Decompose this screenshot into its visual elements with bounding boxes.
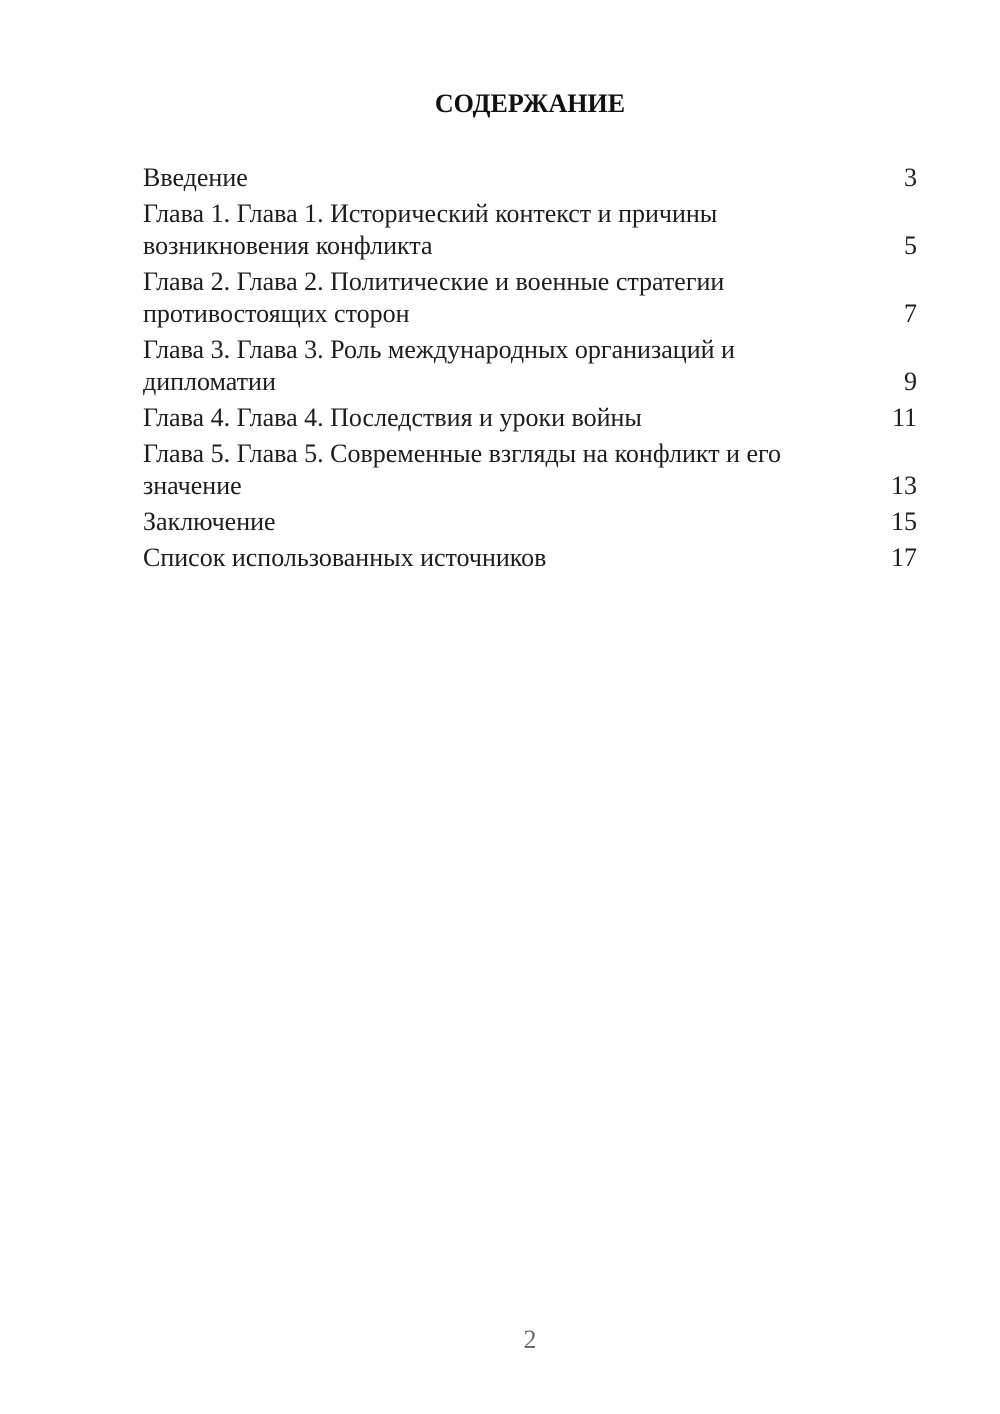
toc-entry [143, 266, 917, 330]
toc-entry-page: 15 [891, 507, 917, 536]
toc-entry-page: 3 [904, 163, 917, 192]
toc-entry-title: Глава 3. Глава 3. Роль международных организаций и дипломатии [143, 335, 735, 396]
toc-entry-page: 9 [904, 367, 917, 396]
toc-entry-title: Заключение [143, 507, 276, 536]
toc-entry-title: Введение [143, 163, 248, 192]
toc-entry-page: 17 [891, 543, 917, 572]
page-title: СОДЕРЖАНИЕ [434, 89, 626, 118]
toc-entry-page: 13 [891, 471, 917, 500]
toc-entry-title: Глава 4. Глава 4. Последствия и уроки войны [143, 403, 642, 432]
page-number: 2 [523, 1325, 537, 1354]
toc-entry [143, 402, 917, 434]
toc-entry [143, 542, 917, 574]
toc-entry [143, 506, 917, 538]
table-of-contents [143, 162, 917, 578]
toc-entry-title: Глава 1. Глава 1. Исторический контекст и причины возникновения конфликта [143, 199, 718, 260]
toc-entry [143, 198, 917, 262]
toc-entry [143, 438, 917, 502]
toc-entry [143, 162, 917, 194]
toc-entry [143, 334, 917, 398]
toc-entry-page: 7 [904, 299, 917, 328]
toc-entry-page: 11 [891, 403, 917, 432]
toc-entry-page: 5 [904, 231, 917, 260]
toc-entry-title: Список использованных источников [143, 543, 547, 572]
toc-entry-title: Глава 2. Глава 2. Политические и военные стратегии противостоящих сторон [143, 267, 725, 328]
toc-entry-title: Глава 5. Глава 5. Современные взгляды на конфликт и его значение [143, 439, 782, 500]
